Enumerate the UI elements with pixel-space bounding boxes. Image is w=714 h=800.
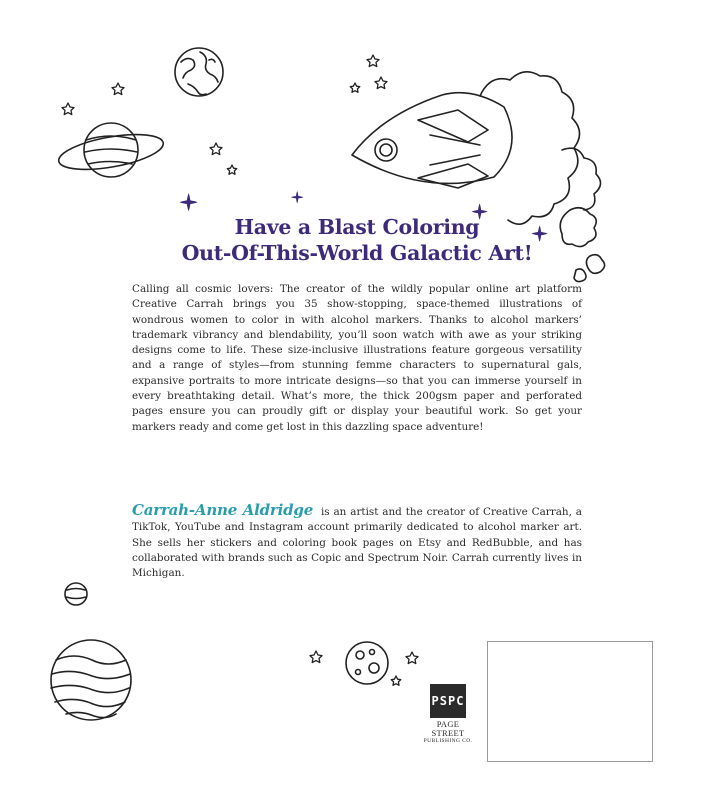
moon-icon: [346, 642, 388, 684]
small-planet-icon: [65, 583, 87, 605]
author-bio-text: is an artist and the creator of Creative Carrah, a TikTok, YouTube and Instagram account primarily dedicated to alcohol marker art. She sells her stickers and coloring book pages on Etsy and RedBubble, and has collaborated with brands such as Copic and Spectrum Noir. Carrah currently lives in Michigan.: [132, 506, 582, 580]
rocket-icon: [352, 93, 512, 188]
book-description: Calling all cosmic lovers: The creator of the wildly popular online art platform Creative Carrah brings you 35 show-stopping, space-themed illustrations of wondrous women to color in with alcohol markers. Thanks to alcohol markers’ trademark vibrancy and blendability, you’ll soon watch with awe as your striking designs come to life. These size-inclusive illustrations feature gorgeous versatility and a range of styles—from stunning femme characters to supernatural gals, expansive portraits to more intricate designs—so that you can immerse yourself in every breathtaking detail. What’s more, the thick 200gsm paper and perforated pages ensure you can proudly gift or display your beautiful work. So get your markers ready and come get lost in this dazzling space adventure!: [132, 283, 582, 433]
publisher-mark: [430, 684, 466, 718]
publisher-logo: [420, 684, 476, 744]
author-bio: [132, 503, 582, 581]
barcode-placeholder: [487, 641, 653, 762]
publisher-name: PAGE STREET: [431, 719, 465, 738]
headline: [0, 214, 714, 266]
earth-planet-icon: [175, 48, 223, 96]
ringed-planet-icon: [56, 123, 166, 177]
author-name: Carrah-Anne Aldridge: [132, 501, 314, 519]
headline-line-2: Out-Of-This-World Galactic Art!: [181, 241, 533, 265]
publisher-mark-text: PSPC: [431, 693, 465, 708]
publisher-subtitle: PUBLISHING CO.: [423, 738, 473, 744]
headline-line-1: Have a Blast Coloring: [234, 215, 480, 239]
striped-planet-icon: [51, 640, 131, 720]
